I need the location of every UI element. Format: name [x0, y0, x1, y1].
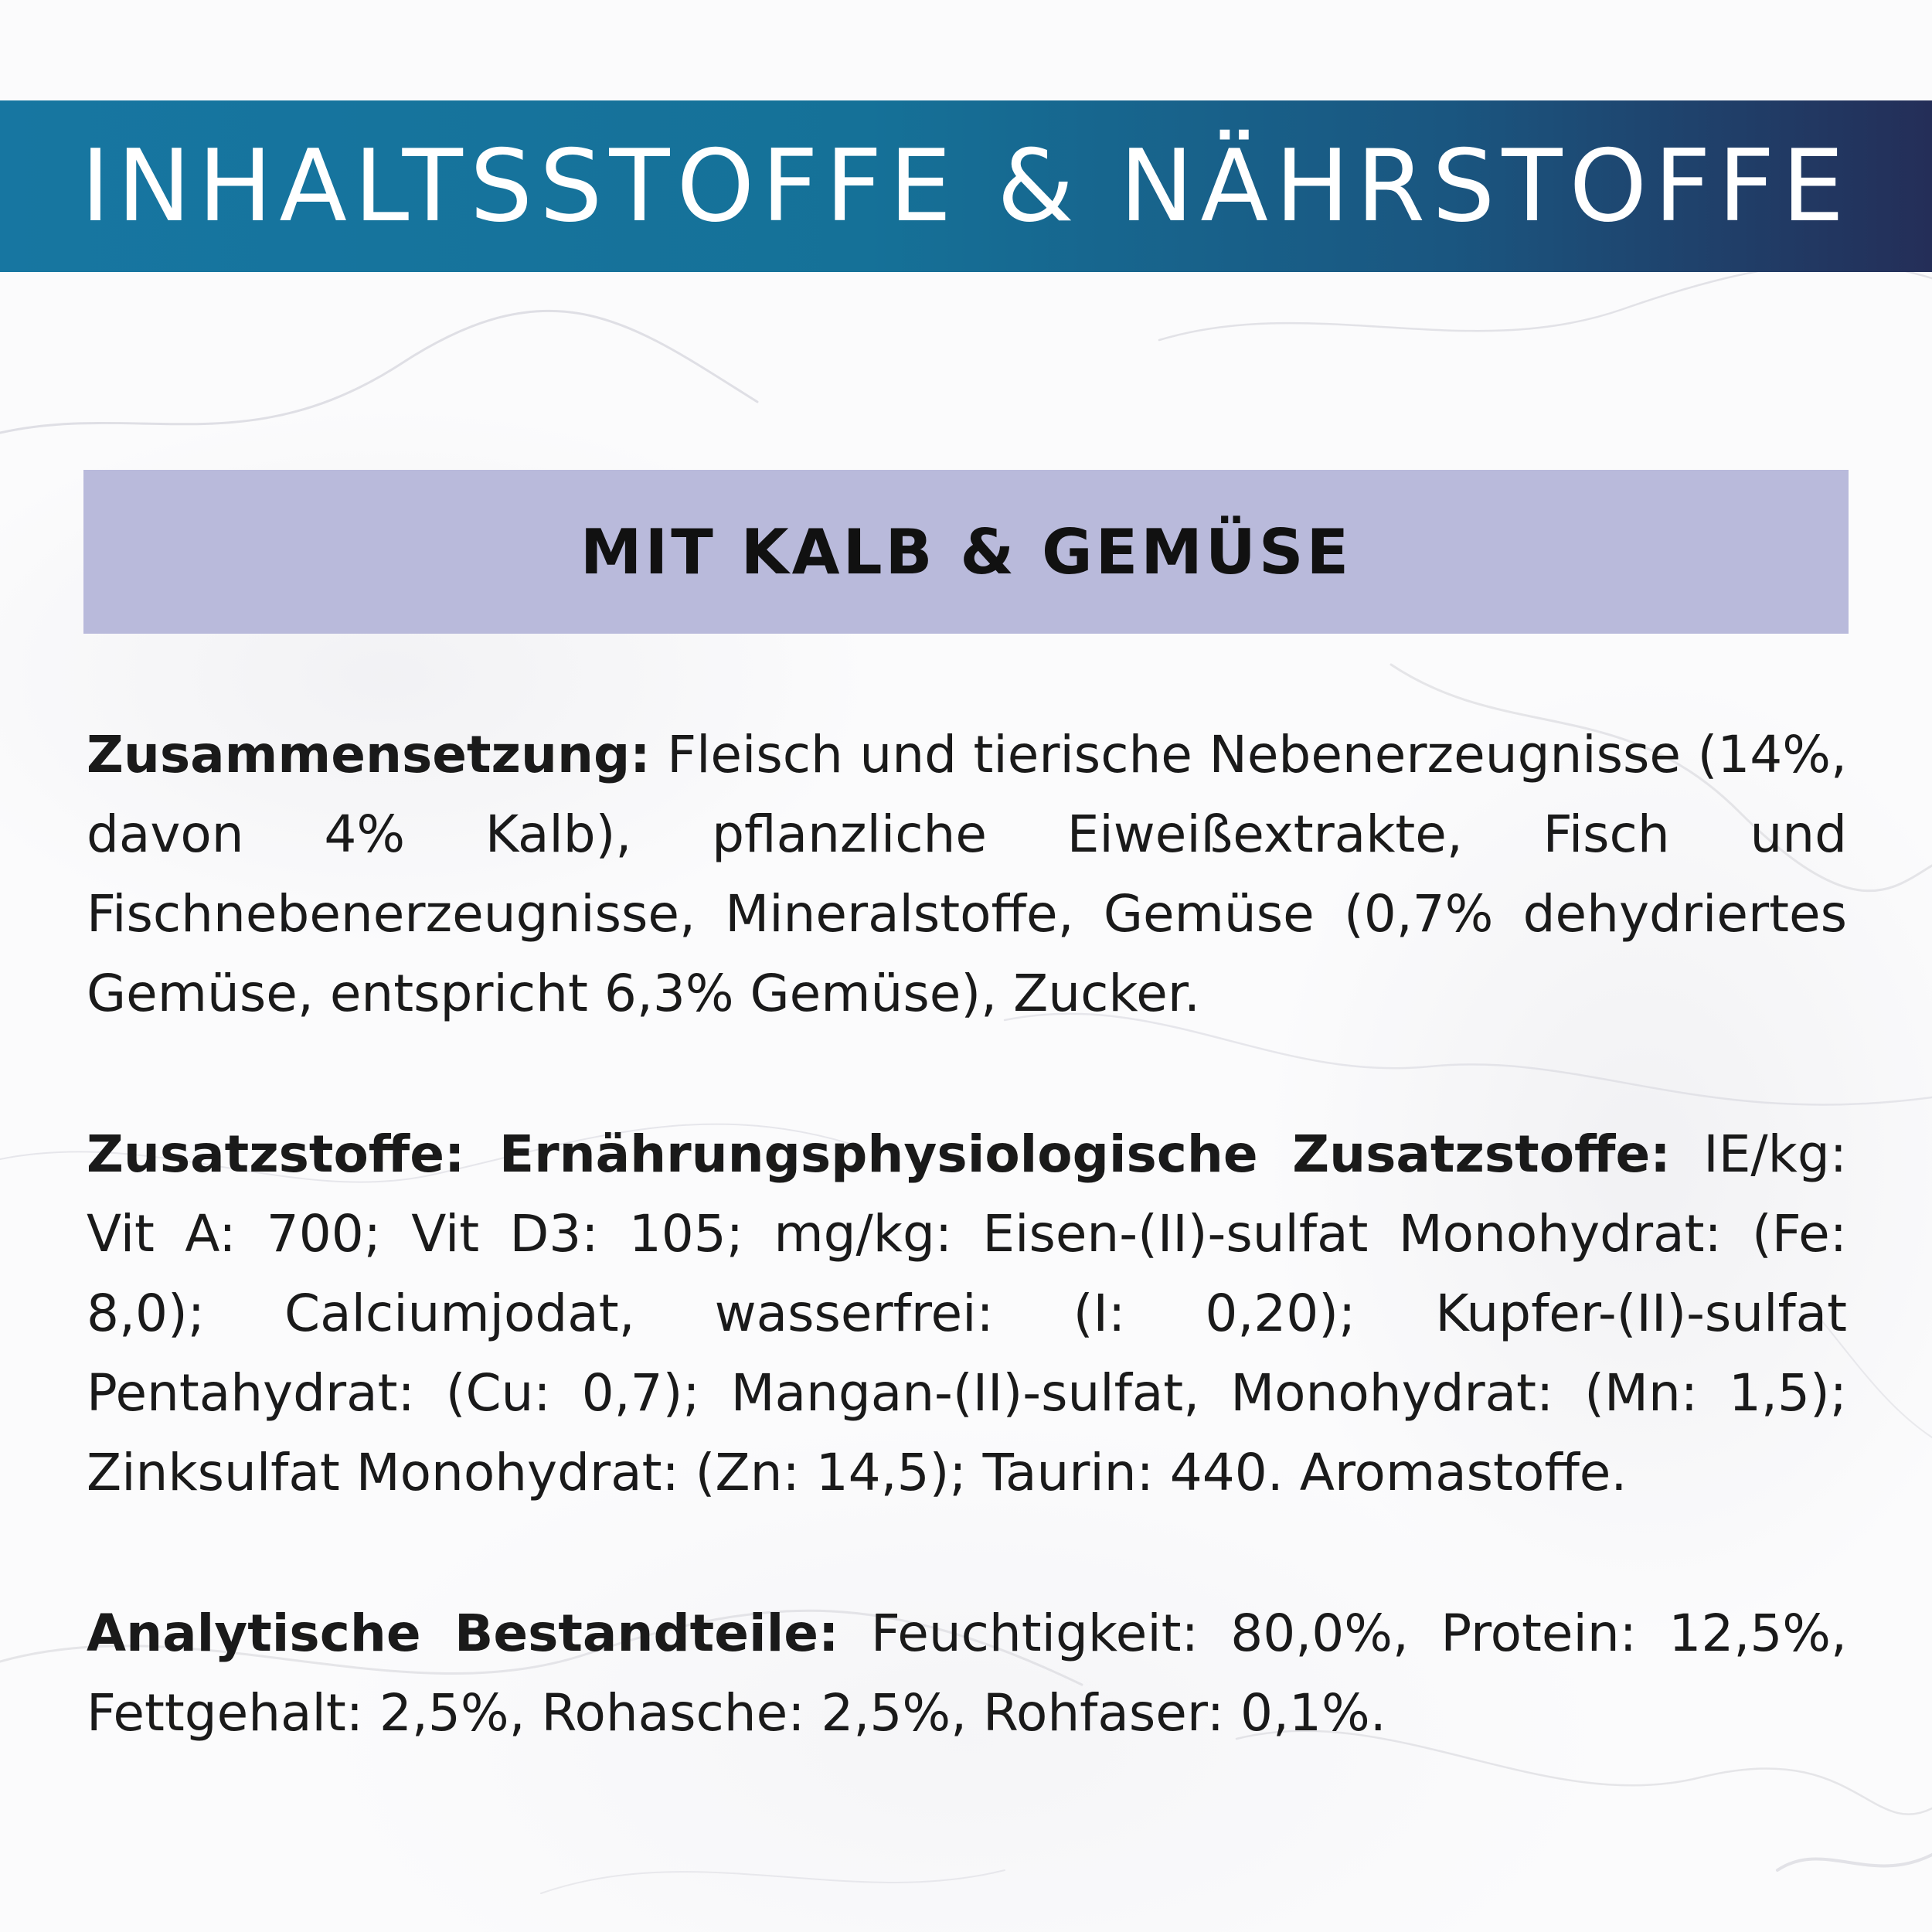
composition-text: Fleisch und tierische Nebenerzeugnisse (14%, davon 4% Kalb), pflanzliche Eiweißextrakte, Fisch und Fischnebenerzeugnisse, Mineralstoffe, Gemüse (0,7% dehydriertes Gemüse, entspricht 6,3% Gemüse), Zucker.: [87, 725, 1847, 1023]
analytical-text: Feuchtigkeit: 80,0%, Protein: 12,5%, Fettgehalt: 2,5%, Rohasche: 2,5%, Rohfaser: 0,1%.: [87, 1604, 1847, 1743]
page-title: INHALTSSTOFFE & NÄHRSTOFFE: [80, 128, 1852, 244]
additives-label: Zusatzstoffe: Ernährungsphysiologische Zusatzstoffe:: [87, 1124, 1671, 1184]
analytical-label: Analytische Bestandteile:: [87, 1604, 839, 1663]
composition-paragraph: [87, 715, 1847, 1033]
variant-title: MIT KALB & GEMÜSE: [580, 515, 1352, 588]
additives-paragraph: [87, 1114, 1847, 1512]
analytical-paragraph: [87, 1594, 1847, 1753]
variant-banner: [83, 470, 1849, 634]
header-banner: [0, 100, 1932, 272]
ingredients-content: [87, 715, 1847, 1753]
composition-label: Zusammensetzung:: [87, 725, 651, 784]
additives-text: IE/kg: Vit A: 700; Vit D3: 105; mg/kg: Eisen-(II)-sulfat Monohydrat: (Fe: 8,0); Calciumjodat, wasserfrei: (I: 0,20); Kupfer-(II)-sulfat Pentahydrat: (Cu: 0,7); Mangan-(II)-sulfat, Monohydrat: (Mn: 1,5); Zinksulfat Monohydrat: (Zn: 14,5); Taurin: 440. Aromastoffe.: [87, 1124, 1848, 1502]
